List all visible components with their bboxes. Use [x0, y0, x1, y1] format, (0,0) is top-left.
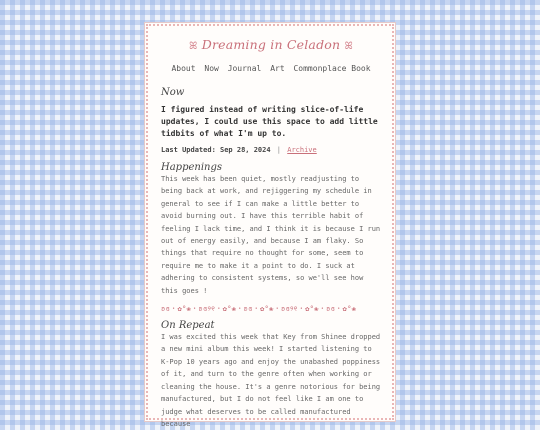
archive-link[interactable]: Archive: [287, 146, 317, 154]
nav-link-art[interactable]: Art: [270, 64, 285, 73]
nav-link-commonplace-book[interactable]: Commonplace Book: [293, 64, 371, 73]
decorative-divider: ʚɞ・✿°❀・ʚɞ୨୧・✿°❀・ʚɞ・✿°❀・ʚɞ୨୧・✿°❀・ʚɞ・✿°❀: [161, 304, 357, 314]
last-updated-label: Last Updated: Sep 28, 2024: [161, 146, 271, 154]
bow-icon: ꕤ: [189, 41, 198, 52]
site-title: [161, 37, 381, 52]
site-title-text: Dreaming in Celadon: [201, 37, 341, 52]
on-repeat-heading: On Repeat: [161, 320, 215, 332]
on-repeat-text: I was excited this week that Key from Shinee dropped a new mini album this week! I started listening to K-Pop 10 years ago and enjoy the unabashed poppiness of it, and turn to the genre often when working or cleaning the house. It's a genre notorious for being manufactured, but I do not feel like I am one to judge what deserves to be called manufactured because: [161, 333, 381, 428]
main-nav: [161, 64, 381, 73]
happenings-text: This week has been quiet, mostly readjusting to being back at work, and rejiggering my schedule in general to see if I can make a little better to avoid burning out. I have this terrible habit of feeling I lack time, and I think it is because I run out of energy easily, and because I am flaky. So things that require no thought for some, seem to require me to make it a point to do. I suck at adhering to consistent systems, so we'll see how this goes !: [161, 175, 381, 295]
last-updated: [161, 146, 381, 154]
bow-icon: ꕤ: [344, 41, 353, 52]
nav-link-now[interactable]: Now: [204, 64, 219, 73]
now-lead-text: I figured instead of writing slice-of-life updates, I could use this space to add little tidbits of what I'm up to.: [161, 105, 378, 138]
now-heading: Now: [161, 87, 185, 98]
nav-link-journal[interactable]: Journal: [227, 64, 262, 73]
happenings-heading: Happenings: [161, 162, 223, 173]
content-card: [144, 22, 396, 428]
separator: |: [276, 146, 282, 154]
nav-link-about[interactable]: About: [171, 64, 196, 73]
